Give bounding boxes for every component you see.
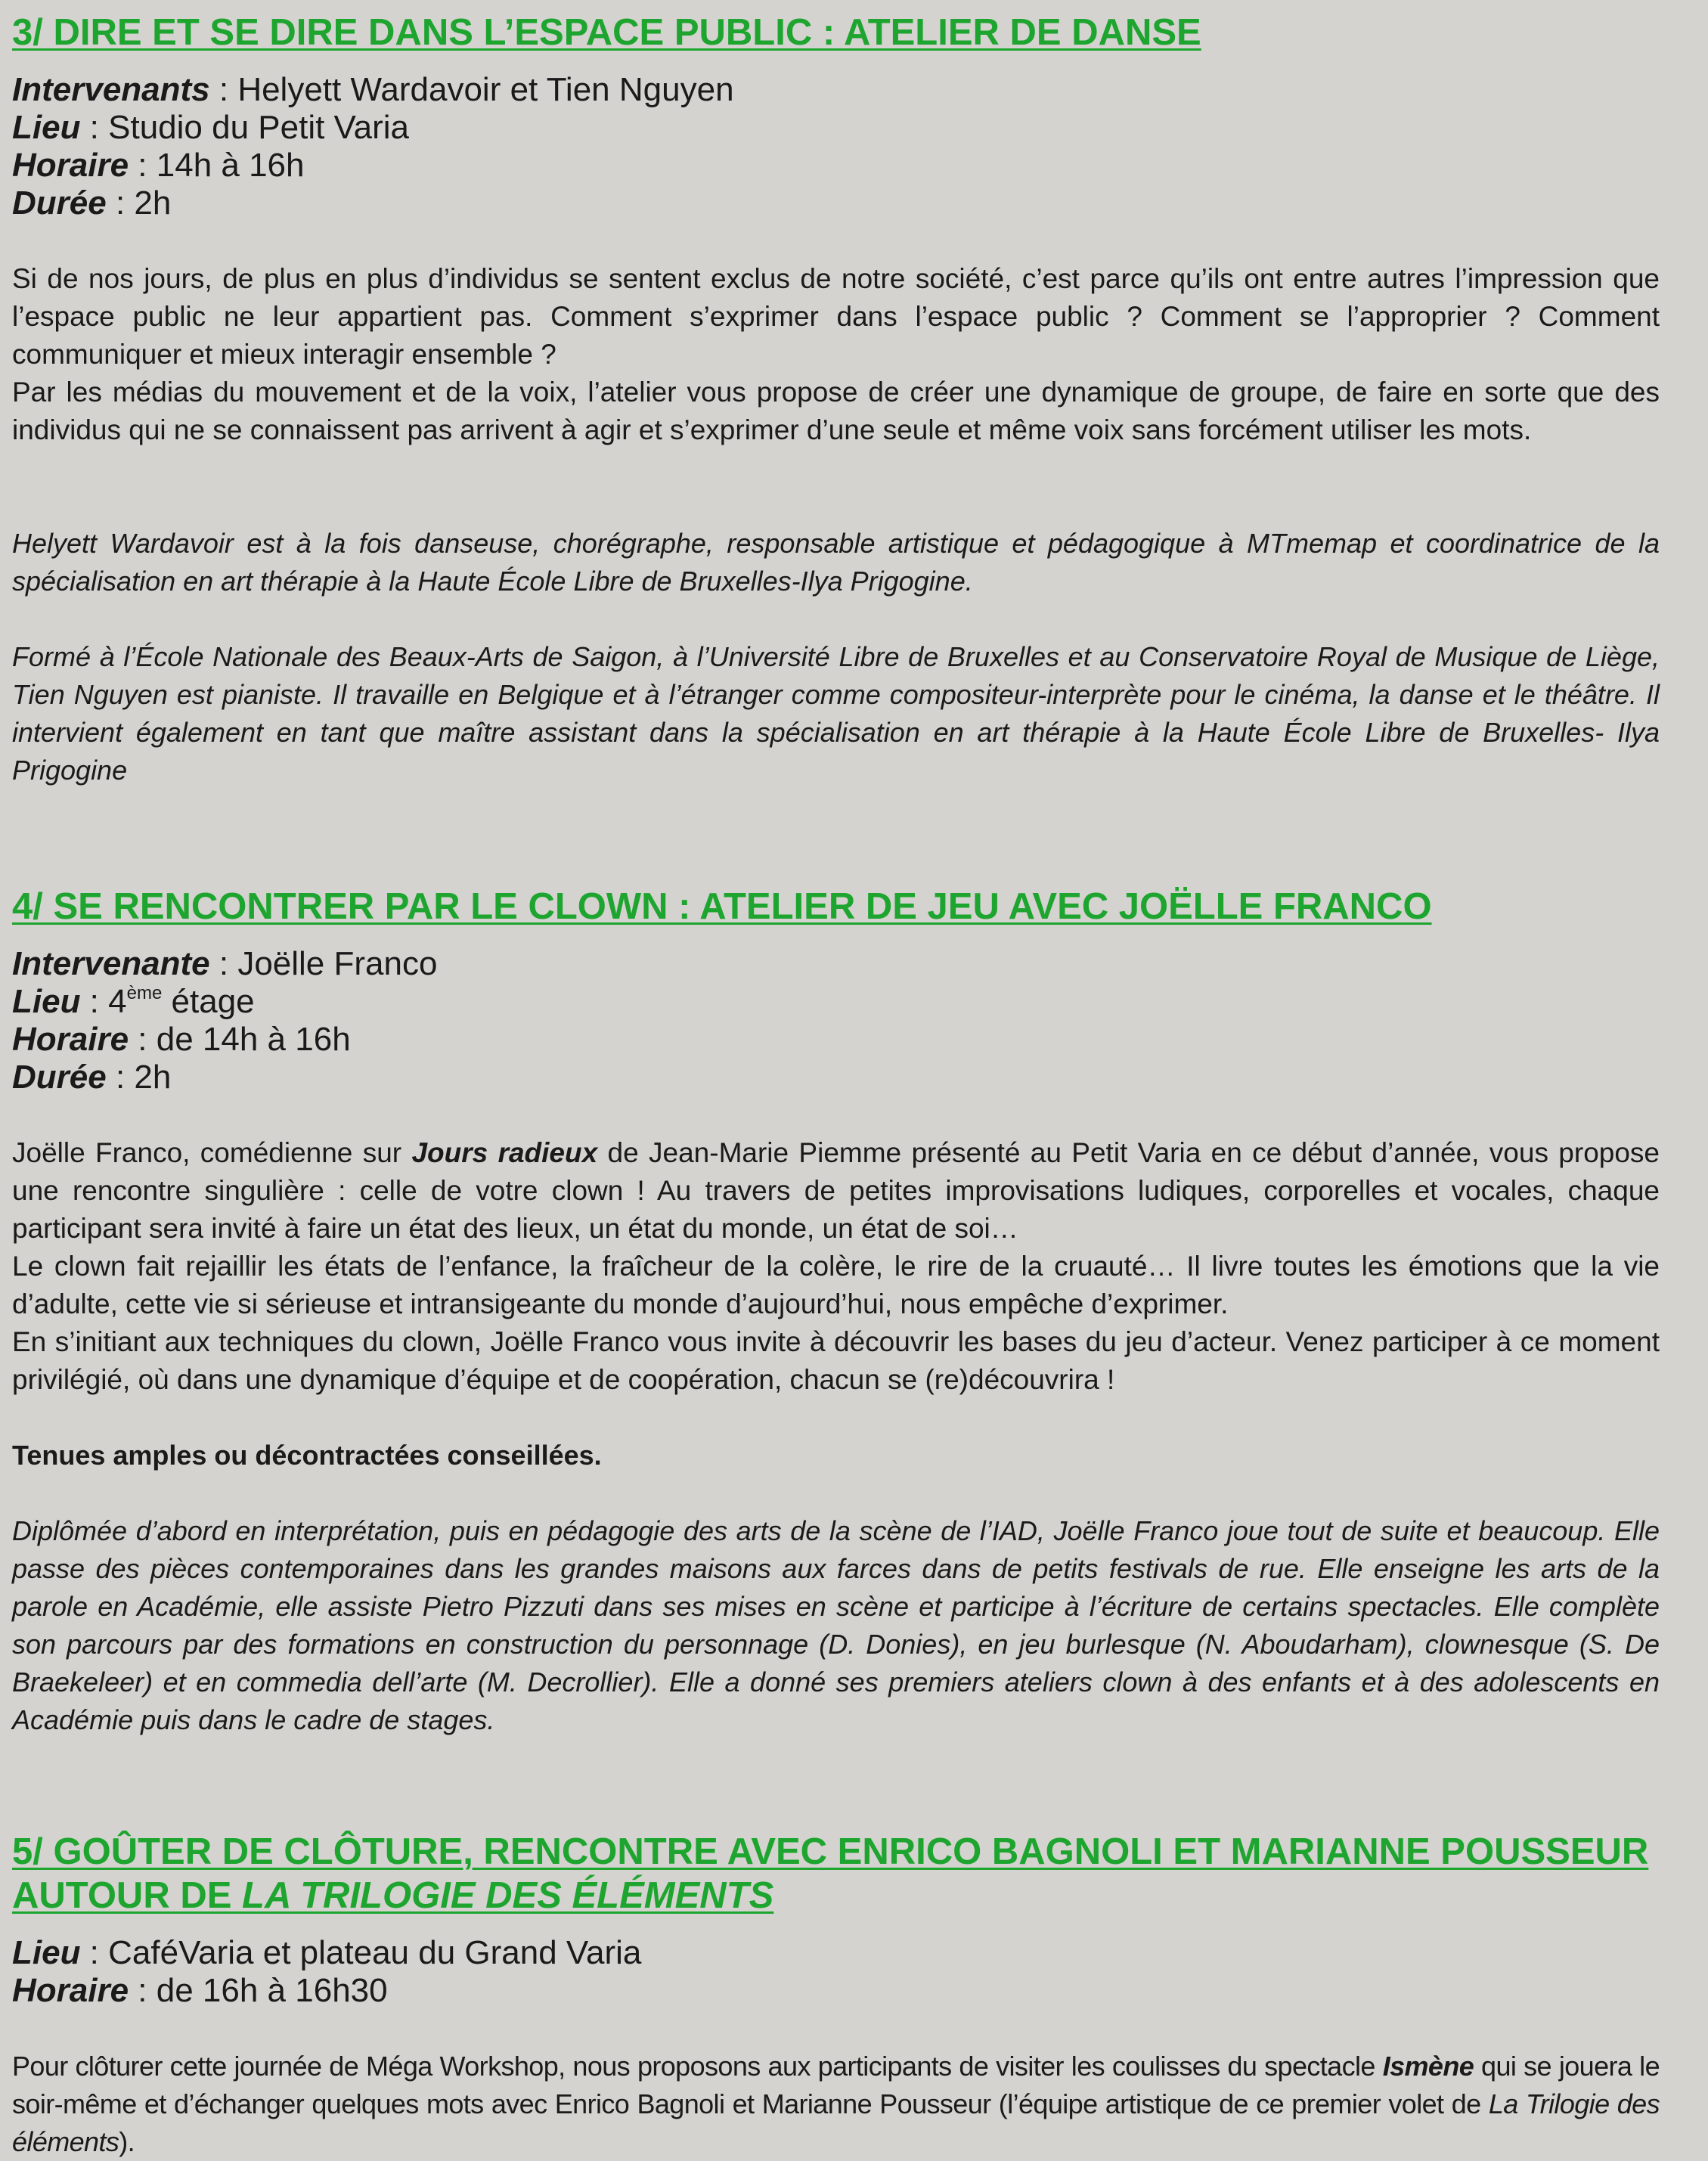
section-5-title-line-2-italic: LA TRILOGIE DES ÉLÉMENTS bbox=[242, 1875, 774, 1916]
section-5-paragraph bbox=[12, 2048, 1660, 2161]
lieu-value-post: étage bbox=[162, 983, 255, 1020]
section-3-bio-wardavoir: Helyett Wardavoir est à la fois danseuse, chorégraphe, responsable artistique et pédagogique à MTmemap et coordinatrice de la spécialisation en art thérapie à la Haute École Libre de Bruxelles-Ilya Prigogine. bbox=[12, 528, 1660, 597]
horaire-value: : 14h à 16h bbox=[129, 147, 305, 184]
lieu-superscript: ème bbox=[126, 983, 163, 1003]
section-4 bbox=[12, 885, 1660, 1739]
duree-label: Durée bbox=[12, 1059, 107, 1096]
section-4-dress-note: Tenues amples ou décontractées conseillées. bbox=[12, 1440, 602, 1471]
section-3-bio-nguyen: Formé à l’École Nationale des Beaux-Arts de Saigon, à l’Université Libre de Bruxelles et au Conservatoire Royal de Musique de Liège, Tien Nguyen est pianiste. Il travaille en Belgique et à l’étranger comme compositeur-interprète pour le cinéma, la danse et le théâtre. Il intervient également en tant que maître assistant dans la spécialisation en art thérapie à la Haute École Libre de Bruxelles- Ilya Prigogine bbox=[12, 641, 1660, 786]
show-title-jours-radieux: Jours radieux bbox=[411, 1137, 598, 1168]
duree-value: : 2h bbox=[106, 1059, 172, 1096]
paragraph-pre: Pour clôturer cette journée de Méga Workshop, nous proposons aux participants de visiter les coulisses du spectacle bbox=[12, 2051, 1383, 2082]
section-3-title: 3/ DIRE ET SE DIRE DANS L’ESPACE PUBLIC : ATELIER DE DANSE bbox=[12, 12, 1201, 53]
horaire-label: Horaire bbox=[12, 147, 129, 184]
duree-line bbox=[12, 184, 1660, 222]
section-5-info bbox=[12, 1934, 1660, 2010]
paragraph-mid: qui se jouera le soir-même et d’échanger quelques mots avec Enrico Bagnoli et Marianne Pousseur (l’équipe artistique de ce premier volet de bbox=[12, 2051, 1660, 2119]
horaire-value: : de 16h à 16h30 bbox=[129, 1972, 388, 2009]
lieu-line bbox=[12, 109, 1660, 147]
paragraph-1-post: de Jean-Marie Piemme présenté au Petit Varia en ce début d’année, vous propose une rencontre singulière : celle de votre clown ! Au travers de petites improvisations ludiques, corporelles et vocales, chaque participant sera invité à faire un état des lieux, un état du monde, un état de soi… bbox=[12, 1137, 1660, 1244]
horaire-label: Horaire bbox=[12, 1021, 129, 1058]
lieu-value-pre: : 4 bbox=[80, 983, 127, 1020]
horaire-line bbox=[12, 1972, 1660, 2010]
section-4-info bbox=[12, 945, 1660, 1096]
section-4-paragraph-3: En s’initiant aux techniques du clown, Joëlle Franco vous invite à découvrir les bases du jeu d’acteur. Venez participer à ce moment privilégié, où dans une dynamique d’équipe et de coopération, chacun se (re)découvrira ! bbox=[12, 1326, 1660, 1395]
lieu-line bbox=[12, 983, 1660, 1021]
horaire-line bbox=[12, 147, 1660, 184]
section-3-info bbox=[12, 71, 1660, 222]
duree-line bbox=[12, 1059, 1660, 1096]
intervenants-line bbox=[12, 71, 1660, 109]
section-5-title-line-2-pre: AUTOUR DE bbox=[12, 1875, 243, 1916]
intervenants-label: Intervenants bbox=[12, 71, 210, 108]
lieu-label: Lieu bbox=[12, 109, 81, 146]
section-4-paragraph-1 bbox=[12, 1134, 1660, 1248]
section-3-paragraph-2: Par les médias du mouvement et de la voix, l’atelier vous propose de créer une dynamique de groupe, de faire en sorte que des individus qui ne se connaissent pas arrivent à agir et s’exprimer d’une seule et même voix sans forcément utiliser les mots. bbox=[12, 377, 1660, 445]
section-4-paragraph-2: Le clown fait rejaillir les états de l’enfance, la fraîcheur de la colère, le rire de la cruauté… Il livre toutes les émotions que la vie d’adulte, cette vie si sérieuse et intransigeante du monde d’aujourd’hui, nous empêche d’exprimer. bbox=[12, 1251, 1660, 1319]
section-3 bbox=[12, 11, 1660, 789]
section-5-title-line-1: 5/ GOÛTER DE CLÔTURE, RENCONTRE AVEC ENRICO BAGNOLI ET MARIANNE POUSSEUR bbox=[12, 1831, 1649, 1872]
section-5 bbox=[12, 1830, 1660, 2161]
section-4-bio-franco: Diplômée d’abord en interprétation, puis en pédagogie des arts de la scène de l’IAD, Joëlle Franco joue tout de suite et beaucoup. Elle passe des pièces contemporaines dans les grandes maisons aux farces dans de petits festivals de rue. Elle enseigne les arts de la parole en Académie, elle assiste Pietro Pizzuti dans ses mises en scène et participe à l’écriture de certains spectacles. Elle complète son parcours par des formations en construction du personnage (D. Donies), en jeu burlesque (N. Aboudarham), clownesque (S. De Braekeleer) et en commedia dell’arte (M. Decrollier). Elle a donné ses premiers ateliers clown à des enfants et à des adolescents en Académie puis dans le cadre de stages. bbox=[12, 1515, 1660, 1735]
horaire-line bbox=[12, 1021, 1660, 1059]
section-5-title bbox=[12, 1830, 1660, 1918]
trilogy-title: La Trilogie des éléments bbox=[12, 2088, 1660, 2157]
section-3-paragraph-1: Si de nos jours, de plus en plus d’individus se sentent exclus de notre société, c’est parce qu’ils ont entre autres l’impression que l’espace public ne leur appartient pas. Comment s’exprimer dans l’espace public ? Comment se l’approprier ? Comment communiquer et mieux interagir ensemble ? bbox=[12, 263, 1660, 370]
show-title-ismene: Ismène bbox=[1382, 2051, 1474, 2082]
intervenante-label: Intervenante bbox=[12, 945, 210, 982]
lieu-value: : CaféVaria et plateau du Grand Varia bbox=[80, 1934, 642, 1971]
horaire-label: Horaire bbox=[12, 1972, 129, 2009]
intervenante-line bbox=[12, 945, 1660, 983]
duree-label: Durée bbox=[12, 184, 107, 222]
section-4-title: 4/ SE RENCONTRER PAR LE CLOWN : ATELIER DE JEU AVEC JOËLLE FRANCO bbox=[12, 886, 1432, 927]
lieu-label: Lieu bbox=[12, 1934, 81, 1971]
lieu-line bbox=[12, 1934, 1660, 1972]
lieu-value: : Studio du Petit Varia bbox=[80, 109, 409, 146]
paragraph-post: ). bbox=[119, 2126, 135, 2157]
intervenants-value: : Helyett Wardavoir et Tien Nguyen bbox=[209, 71, 734, 108]
paragraph-1-pre: Joëlle Franco, comédienne sur bbox=[12, 1137, 412, 1168]
lieu-label: Lieu bbox=[12, 983, 81, 1020]
intervenante-value: : Joëlle Franco bbox=[209, 945, 438, 982]
horaire-value: : de 14h à 16h bbox=[129, 1021, 351, 1058]
duree-value: : 2h bbox=[106, 184, 172, 222]
